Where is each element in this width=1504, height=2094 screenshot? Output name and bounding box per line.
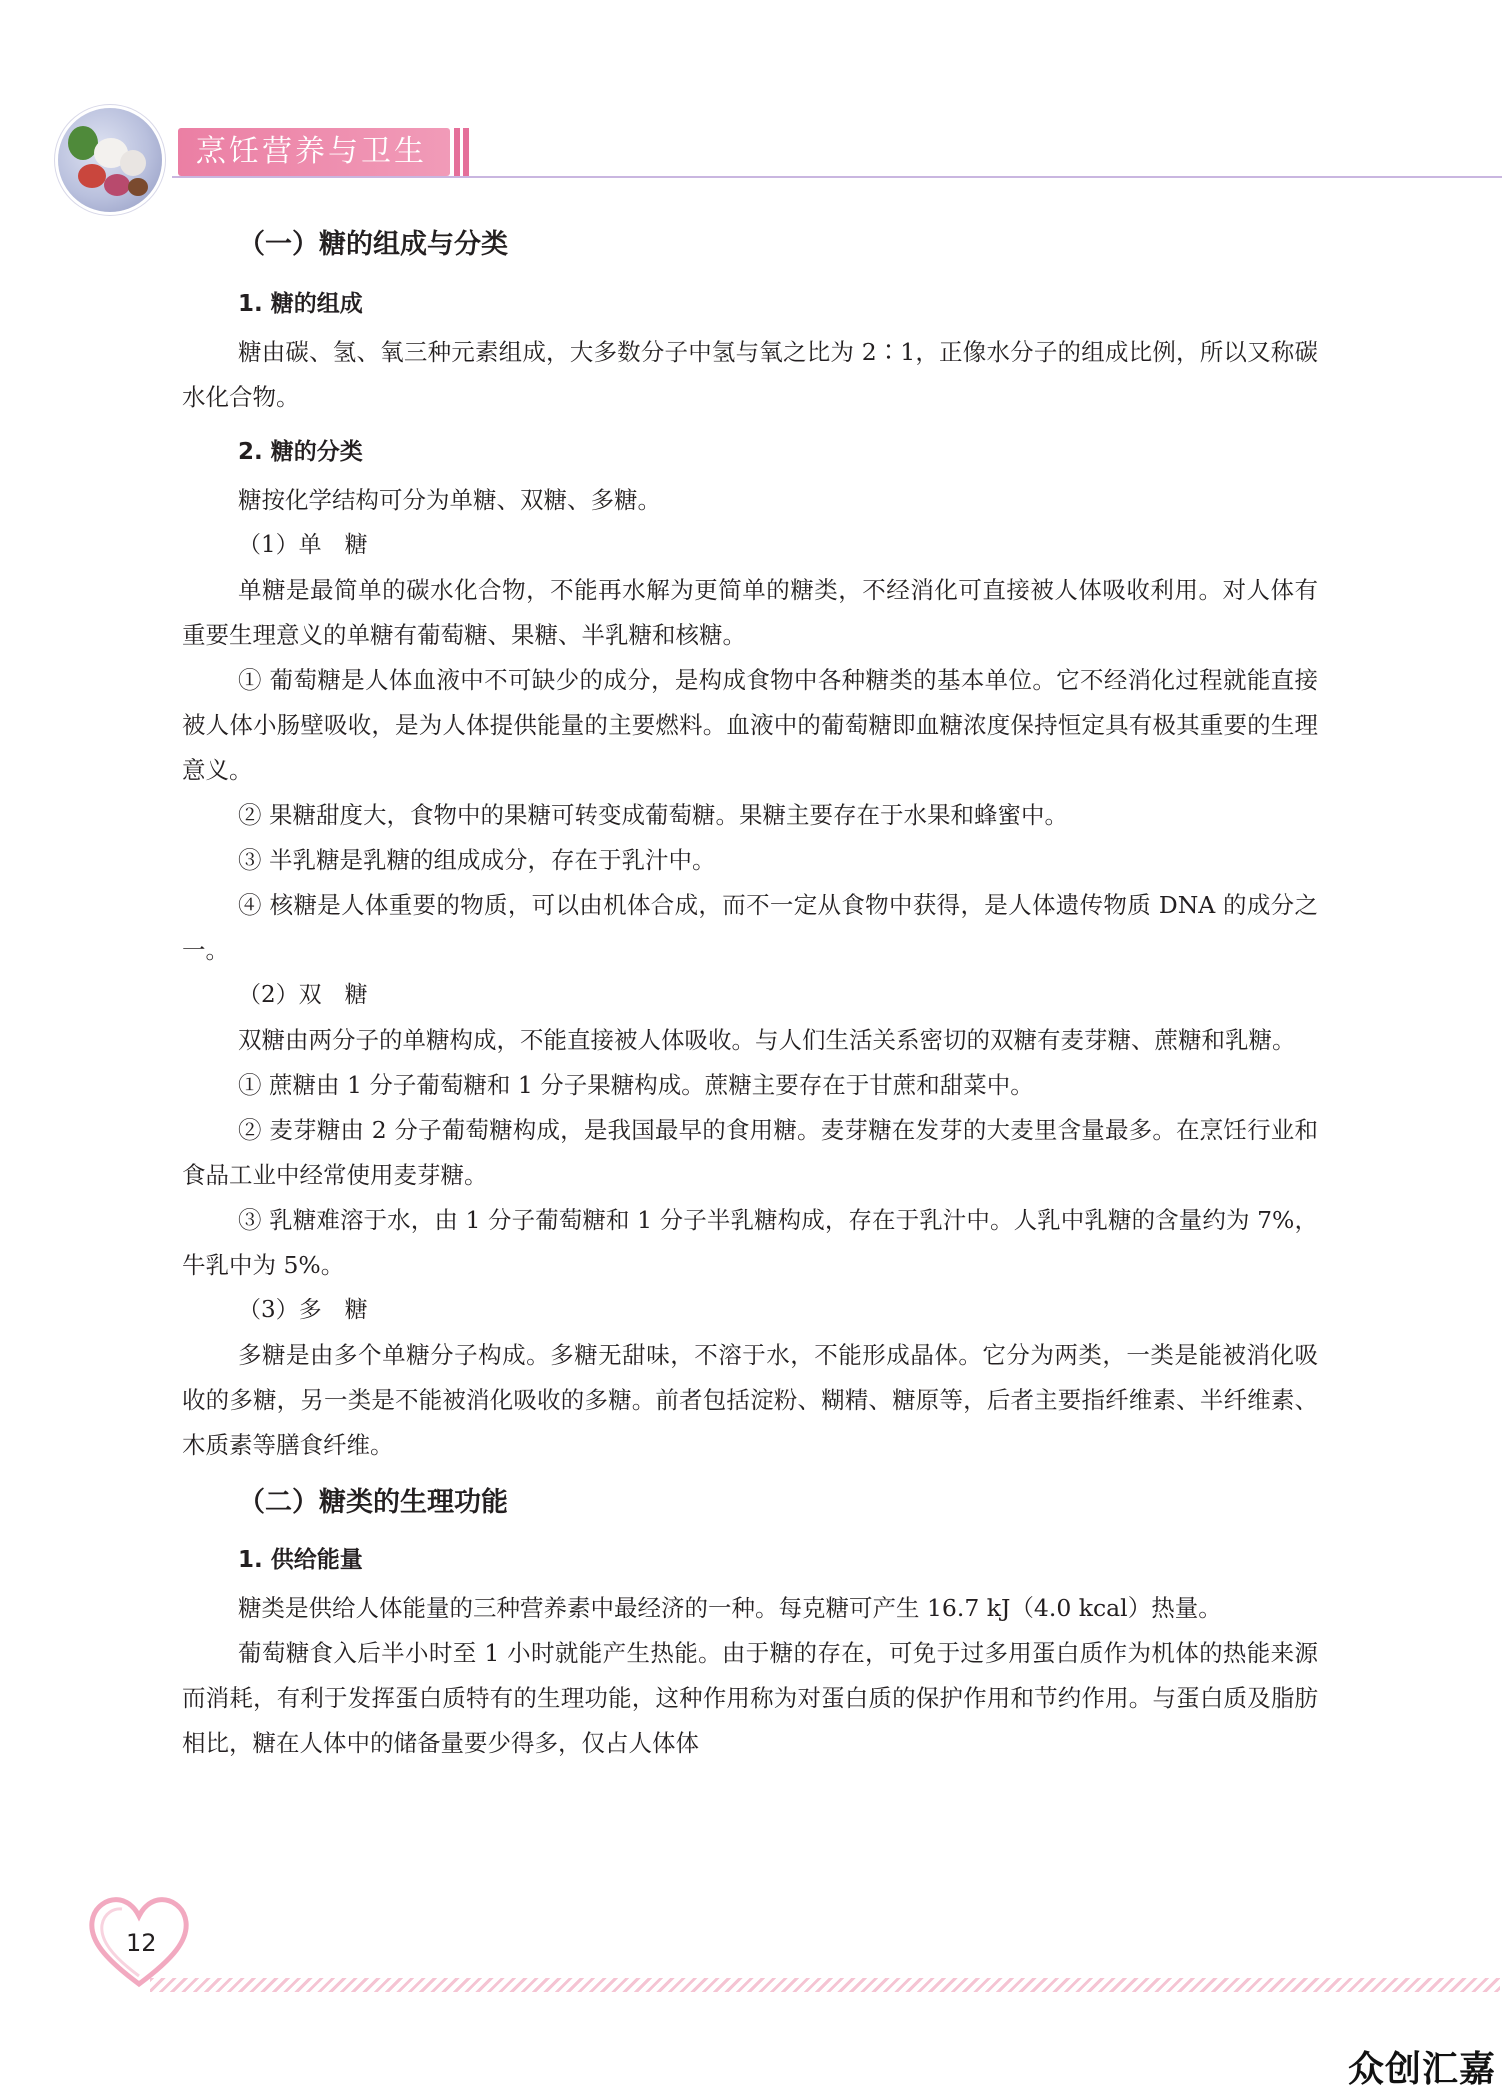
- watermark-text: 众创汇嘉: [1347, 2049, 1496, 2090]
- paragraph: ① 葡萄糖是人体血液中不可缺少的成分，是构成食物中各种糖类的基本单位。它不经消化过程就能直接被人体小肠壁吸收，是为人体提供能量的主要燃料。血液中的葡萄糖即血糖浓度保持恒定具有极其重要的生理意义。: [182, 666, 1318, 784]
- paragraph: 糖类是供给人体能量的三种营养素中最经济的一种。每克糖可产生 16.7 kJ（4.0 kcal）热量。: [238, 1594, 1222, 1622]
- paragraph: ② 果糖甜度大，食物中的果糖可转变成葡萄糖。果糖主要存在于水果和蜂蜜中。: [238, 801, 1068, 829]
- paragraph: 多糖是由多个单糖分子构成。多糖无甜味，不溶于水，不能形成晶体。它分为两类，一类是能被消化吸收的多糖，另一类是不能被消化吸收的多糖。前者包括淀粉、糊精、糖原等，后者主要指纤维素、半纤维素、木质素等膳食纤维。: [182, 1341, 1318, 1459]
- section-heading: （二）糖类的生理功能: [238, 1487, 508, 1518]
- item-label: （2）双 糖: [238, 982, 368, 1008]
- paragraph: ① 蔗糖由 1 分子葡萄糖和 1 分子果糖构成。蔗糖主要存在于甘蔗和甜菜中。: [238, 1071, 1034, 1099]
- paragraph: 单糖是最简单的碳水化合物，不能再水解为更简单的糖类，不经消化可直接被人体吸收利用。对人体有重要生理意义的单糖有葡萄糖、果糖、半乳糖和核糖。: [182, 576, 1318, 649]
- subsection-heading: 2. 糖的分类: [238, 439, 363, 465]
- paragraph: 双糖由两分子的单糖构成，不能直接被人体吸收。与人们生活关系密切的双糖有麦芽糖、蔗糖和乳糖。: [238, 1026, 1296, 1054]
- header-accent-bar: [463, 128, 469, 176]
- paragraph: ③ 乳糖难溶于水，由 1 分子葡萄糖和 1 分子半乳糖构成，存在于乳汁中。人乳中乳糖的含量约为 7%，牛乳中为 5%。: [182, 1206, 1318, 1279]
- item-label: （1）单 糖: [238, 532, 368, 558]
- vegetable-icon: [78, 164, 106, 188]
- header-divider: [172, 176, 1502, 178]
- food-plate-image: [58, 108, 162, 212]
- subsection-heading: 1. 糖的组成: [238, 291, 363, 317]
- paragraph: 糖由碳、氢、氧三种元素组成，大多数分子中氢与氧之比为 2∶1，正像水分子的组成比例，所以又称碳水化合物。: [182, 338, 1318, 411]
- item-label: （3）多 糖: [238, 1297, 368, 1323]
- section-heading: （一）糖的组成与分类: [238, 229, 508, 260]
- paragraph: 糖按化学结构可分为单糖、双糖、多糖。: [238, 486, 661, 514]
- page-header: [0, 0, 1504, 220]
- page-content: [182, 218, 1318, 1766]
- book-title: 烹饪营养与卫生: [196, 134, 427, 169]
- subsection-heading: 1. 供给能量: [238, 1547, 363, 1573]
- vegetable-icon: [104, 174, 130, 196]
- vegetable-icon: [128, 178, 148, 196]
- paragraph: ③ 半乳糖是乳糖的组成成分，存在于乳汁中。: [238, 846, 716, 874]
- page-number: 12: [126, 1929, 157, 1957]
- paragraph: ② 麦芽糖由 2 分子葡萄糖构成，是我国最早的食用糖。麦芽糖在发芽的大麦里含量最多。在烹饪行业和食品工业中经常使用麦芽糖。: [182, 1116, 1318, 1189]
- paragraph: ④ 核糖是人体重要的物质，可以由机体合成，而不一定从食物中获得，是人体遗传物质 DNA 的成分之一。: [182, 891, 1318, 964]
- footer-stripe: [150, 1978, 1500, 1992]
- vegetable-icon: [120, 150, 146, 176]
- header-accent-bar: [454, 128, 460, 176]
- paragraph: 葡萄糖食入后半小时至 1 小时就能产生热能。由于糖的存在，可免于过多用蛋白质作为机体的热能来源而消耗，有利于发挥蛋白质特有的生理功能，这种作用称为对蛋白质的保护作用和节约作用。与蛋白质及脂肪相比，糖在人体中的储备量要少得多，仅占人体体: [182, 1639, 1318, 1757]
